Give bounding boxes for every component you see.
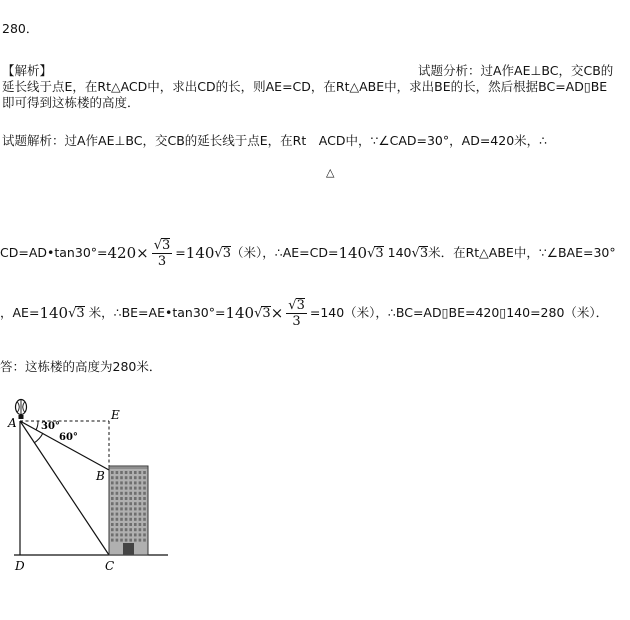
building-window: [143, 518, 146, 521]
analysis-summary-head: 试题分析：过A作AE⊥BC，交CB的: [418, 63, 614, 78]
building-window: [143, 471, 146, 474]
building-window: [116, 492, 119, 495]
building-window: [125, 523, 128, 526]
segment-ab: [20, 421, 109, 470]
building-window: [129, 487, 132, 490]
times-sign: ×: [136, 244, 149, 262]
building-window: [134, 471, 137, 474]
bc-text-2: BE=420: [448, 305, 500, 320]
building-window: [125, 533, 128, 536]
building-window: [116, 471, 119, 474]
sqrt-3: 3: [222, 246, 231, 261]
building-window: [111, 518, 114, 521]
building-window: [125, 481, 128, 484]
building-window: [116, 481, 119, 484]
building-window: [125, 513, 128, 516]
building-window: [116, 507, 119, 510]
building-window: [134, 528, 137, 531]
building-window: [129, 518, 132, 521]
building-window: [129, 492, 132, 495]
missing-glyph: ▯: [583, 79, 591, 94]
building-window: [139, 471, 142, 474]
building-window: [139, 481, 142, 484]
times-sign: ×: [270, 304, 284, 322]
point-label-b: B: [96, 469, 105, 483]
building-window: [111, 528, 114, 531]
building-window: [143, 507, 146, 510]
building-window: [139, 492, 142, 495]
building-window: [139, 533, 142, 536]
building-window: [129, 513, 132, 516]
building-window: [116, 518, 119, 521]
building-window: [111, 533, 114, 536]
num-420: 420: [107, 244, 137, 262]
sqrt-3: 3: [76, 306, 85, 321]
solution-line2: CD=AD•tan30°=420× $\frac{√3}{3}$ =140√3（米），∴AE=CD=140√3 140√3米．在Rt△ABE中，∵∠BAE=30°: [0, 238, 616, 269]
building-window: [125, 476, 128, 479]
building-window: [134, 476, 137, 479]
bc-text: =140（米），∴BC=AD: [309, 305, 442, 320]
building-window: [111, 523, 114, 526]
building-window: [120, 513, 123, 516]
building-window: [134, 497, 137, 500]
building-window: [139, 487, 142, 490]
num-140: 140: [185, 244, 215, 262]
angle-arc-60: [34, 433, 43, 443]
ae-text: ，AE=: [0, 305, 40, 320]
building-window: [116, 523, 119, 526]
building-window: [139, 497, 142, 500]
building-window: [120, 476, 123, 479]
solution-line1: 试题解析：过A作AE⊥BC，交CB的延长线于点E，在Rt ACD中，∵∠CAD=30°，AD=420米，∴: [2, 133, 548, 148]
building-window: [129, 471, 132, 474]
building-window: [120, 502, 123, 505]
point-label-a: A: [8, 416, 17, 430]
angle-label-60: 60°: [59, 432, 78, 443]
num-140: 140: [39, 304, 69, 322]
building-window: [139, 539, 142, 542]
building-window: [134, 523, 137, 526]
building-window: [116, 476, 119, 479]
building-window: [139, 513, 142, 516]
answer-top: 280．: [2, 21, 39, 36]
bc-result: 140=280（米）．: [506, 305, 609, 320]
sqrt-3: 3: [262, 306, 271, 321]
missing-glyph: ▯: [499, 305, 507, 320]
denominator-3: 3: [157, 254, 167, 269]
conclusion: 答：这栋楼的高度为280米．: [0, 359, 162, 374]
building-window: [111, 497, 114, 500]
unit-text: （米），∴AE=CD=: [231, 245, 339, 260]
rt-abe-text: 米．在Rt△ABE中，∵∠BAE=30°: [428, 245, 616, 260]
building-window: [134, 487, 137, 490]
fraction-sqrt3-over-3: $\frac{√3}{3}$: [153, 238, 171, 269]
building-window: [143, 513, 146, 516]
denominator-3: 3: [292, 314, 301, 329]
building-window: [134, 492, 137, 495]
building-window: [120, 487, 123, 490]
building-window: [111, 539, 114, 542]
building-window: [125, 518, 128, 521]
sqrt-3: 3: [419, 246, 429, 261]
building-window: [139, 507, 142, 510]
building-window: [116, 502, 119, 505]
building-window: [120, 528, 123, 531]
building-window: [116, 539, 119, 542]
building-window: [129, 523, 132, 526]
balloon-icon: [16, 400, 27, 420]
building-icon: [109, 466, 148, 555]
point-label-e: E: [111, 408, 120, 422]
point-label-d: D: [15, 559, 25, 573]
solution-line3: ，AE=140√3 米，∴BE=AE•tan30°=140√3× $\frac{√3}{3}$ =140（米），∴BC=AD▯BE=420▯140=280（米）．: [0, 298, 609, 329]
building-window: [129, 507, 132, 510]
building-window: [139, 528, 142, 531]
building-window: [111, 481, 114, 484]
fraction-sqrt3-over-3: $\frac{√3}{3}$: [288, 298, 305, 329]
be-formula: 米，∴BE=AE•tan30°=: [84, 305, 226, 320]
building-window: [143, 481, 146, 484]
building-window: [143, 523, 146, 526]
building-window: [116, 513, 119, 516]
building-window: [120, 533, 123, 536]
building-window: [129, 497, 132, 500]
building-window: [125, 528, 128, 531]
building-window: [129, 528, 132, 531]
cd-formula: CD=AD•tan30°=: [0, 245, 108, 260]
building-window: [111, 476, 114, 479]
building-window: [116, 487, 119, 490]
building-window: [116, 533, 119, 536]
building-window: [111, 513, 114, 516]
building-window: [111, 507, 114, 510]
missing-glyph: ▯: [441, 305, 449, 320]
building-window: [134, 507, 137, 510]
building-window: [143, 487, 146, 490]
sqrt-3: 3: [162, 238, 171, 253]
building-window: [139, 476, 142, 479]
building-window: [134, 533, 137, 536]
building-window: [143, 497, 146, 500]
building-window: [143, 539, 146, 542]
building-window: [120, 518, 123, 521]
building-window: [111, 492, 114, 495]
building-window: [129, 539, 132, 542]
num-140-small: 140: [383, 245, 412, 260]
sqrt-3: 3: [296, 298, 305, 313]
building-window: [116, 497, 119, 500]
building-window: [139, 523, 142, 526]
building-window: [125, 492, 128, 495]
sqrt-3: 3: [375, 246, 384, 261]
triangle-glyph: △: [326, 166, 335, 179]
building-window: [143, 476, 146, 479]
building-window: [111, 487, 114, 490]
building-window: [143, 492, 146, 495]
building-window: [111, 471, 114, 474]
analysis-summary-text: 延长线于点E，在Rt△ACD中，求出CD的长，则AE=CD，在Rt△ABE中，求出BE的长，然后根据BC=AD: [2, 79, 584, 94]
num-140: 140: [225, 304, 255, 322]
building-window: [129, 502, 132, 505]
building-window: [120, 523, 123, 526]
building-window: [134, 539, 137, 542]
building-window: [125, 471, 128, 474]
building-window: [143, 533, 146, 536]
building-window: [125, 502, 128, 505]
building-window: [116, 528, 119, 531]
building-window: [120, 492, 123, 495]
building-window: [139, 502, 142, 505]
analysis-summary-tail: BE: [590, 79, 608, 94]
building-window: [134, 518, 137, 521]
num-140: 140: [338, 244, 368, 262]
geometry-figure: [0, 390, 180, 580]
angle-label-30: 30°: [41, 421, 60, 432]
building-window: [134, 502, 137, 505]
building-window: [134, 513, 137, 516]
building-window: [120, 497, 123, 500]
point-label-c: C: [105, 559, 115, 573]
building-window: [125, 487, 128, 490]
building-window: [143, 528, 146, 531]
building-window: [129, 481, 132, 484]
building-window: [120, 507, 123, 510]
building-window: [129, 476, 132, 479]
building-window: [125, 507, 128, 510]
equals-sign: =: [175, 245, 186, 260]
building-window: [139, 518, 142, 521]
building-window: [125, 497, 128, 500]
building-window: [134, 481, 137, 484]
analysis-summary-line2: 即可得到这栋楼的高度．: [2, 95, 140, 110]
building-window: [125, 539, 128, 542]
building-window: [129, 533, 132, 536]
building-window: [111, 502, 114, 505]
building-window: [120, 481, 123, 484]
building-window: [120, 539, 123, 542]
building-window: [143, 502, 146, 505]
building-window: [120, 471, 123, 474]
angle-arc-30: [36, 421, 38, 430]
analysis-label: 【解析】: [2, 63, 53, 78]
analysis-summary-line1: [2, 80, 607, 94]
